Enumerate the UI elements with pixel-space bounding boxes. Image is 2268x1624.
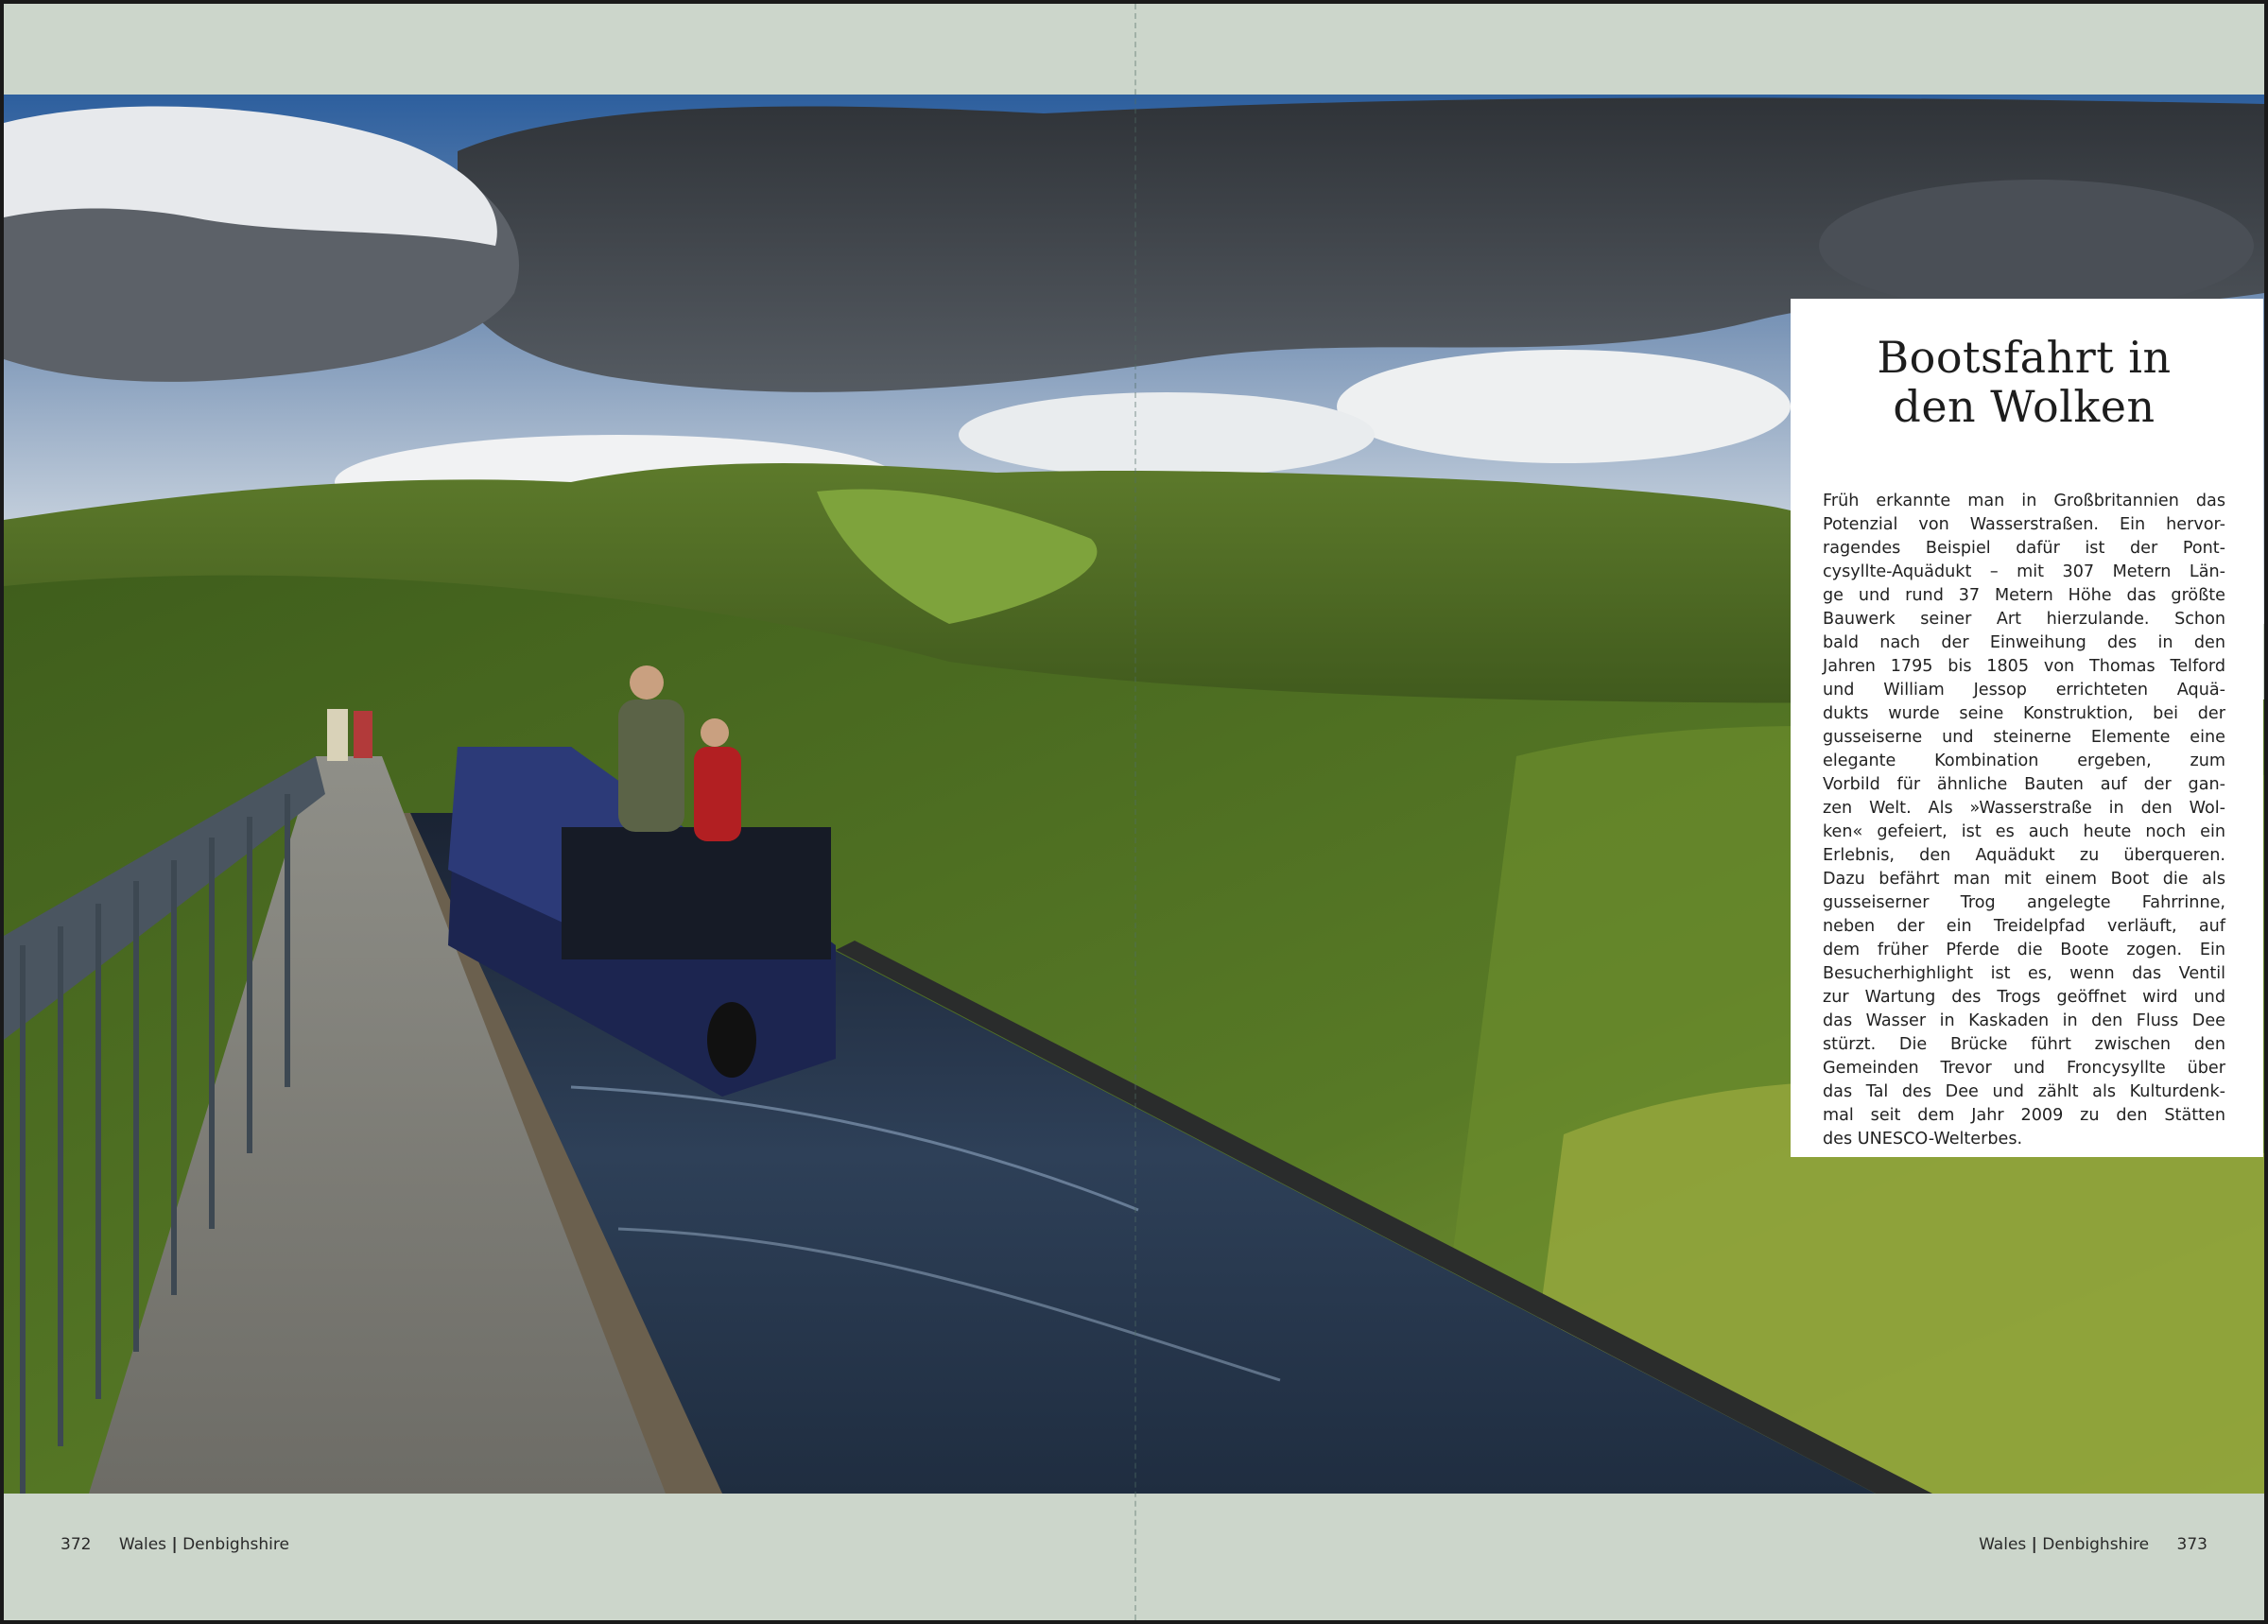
article-title	[1823, 333, 2225, 431]
article-body-line: Potenzial von Wasserstraßen. Ein hervor-	[1823, 515, 2225, 534]
article-body-line: das Wasser in Kaskaden in den Fluss Dee	[1823, 1011, 2225, 1030]
article-body-line: zen Welt. Als »Wasserstraße in den Wol-	[1823, 799, 2225, 818]
footer-left-separator: |	[171, 1535, 178, 1554]
footer-left-area: Denbighshire	[182, 1535, 289, 1554]
article-body-line: Besucherhighlight ist es, wenn das Ventil	[1823, 964, 2225, 983]
article-body-line: ragendes Beispiel dafür ist der Pont-	[1823, 539, 2225, 558]
article-body-line: stürzt. Die Brücke führt zwischen den	[1823, 1035, 2225, 1054]
footer-right-area: Denbighshire	[2042, 1535, 2150, 1554]
article-body-line: neben der ein Treidelpfad verläuft, auf	[1823, 917, 2225, 936]
article-body-line: gusseiserne und steinerne Elemente eine	[1823, 728, 2225, 747]
article-body-line: Erlebnis, den Aquädukt zu überqueren.	[1823, 846, 2225, 865]
article-body	[1823, 490, 2225, 1151]
article-text-box	[1791, 299, 2263, 1157]
article-body-line: Früh erkannte man in Großbritannien das	[1823, 492, 2225, 510]
footer-right	[1979, 1535, 2207, 1554]
footer-right-separator: |	[2031, 1535, 2037, 1554]
article-body-line: bald nach der Einweihung des in den	[1823, 633, 2225, 652]
article-title-line-1: Bootsfahrt in	[1877, 332, 2172, 383]
article-body-line: und William Jessop errichteten Aquä-	[1823, 681, 2225, 700]
magazine-spread	[4, 4, 2264, 1620]
article-body-line: gusseiserner Trog angelegte Fahrrinne,	[1823, 893, 2225, 912]
page-fold	[1134, 4, 1136, 1620]
article-body-line: Vorbild für ähnliche Bauten auf der gan-	[1823, 775, 2225, 794]
article-body-line: elegante Kombination ergeben, zum	[1823, 752, 2225, 770]
article-body-line: Gemeinden Trevor und Froncysyllte über	[1823, 1059, 2225, 1078]
article-body-line: mal seit dem Jahr 2009 zu den Stätten	[1823, 1106, 2225, 1125]
footer-left-region: Wales	[118, 1535, 167, 1554]
article-body-line: das Tal des Dee und zählt als Kulturdenk-	[1823, 1082, 2225, 1101]
article-body-line: ken« gefeiert, ist es auch heute noch ein	[1823, 822, 2225, 841]
article-body-line: des UNESCO-Welterbes.	[1823, 1130, 2023, 1149]
article-body-line: zur Wartung des Trogs geöffnet wird und	[1823, 988, 2225, 1007]
article-body-line: dukts wurde seine Konstruktion, bei der	[1823, 704, 2225, 723]
article-title-line-2: den Wolken	[1893, 381, 2155, 432]
article-body-line: Dazu befährt man mit einem Boot die als	[1823, 870, 2225, 889]
page-number-left: 372	[61, 1535, 92, 1554]
article-body-line: ge und rund 37 Metern Höhe das größte	[1823, 586, 2225, 605]
article-body-line: Bauwerk seiner Art hierzulande. Schon	[1823, 610, 2225, 629]
footer-left	[61, 1535, 289, 1554]
article-body-line: Jahren 1795 bis 1805 von Thomas Telford	[1823, 657, 2225, 676]
page-number-right: 373	[2176, 1535, 2207, 1554]
article-body-line: cysyllte-Aquädukt – mit 307 Metern Län-	[1823, 562, 2225, 581]
article-body-line: dem früher Pferde die Boote zogen. Ein	[1823, 941, 2225, 959]
footer-right-region: Wales	[1979, 1535, 2027, 1554]
